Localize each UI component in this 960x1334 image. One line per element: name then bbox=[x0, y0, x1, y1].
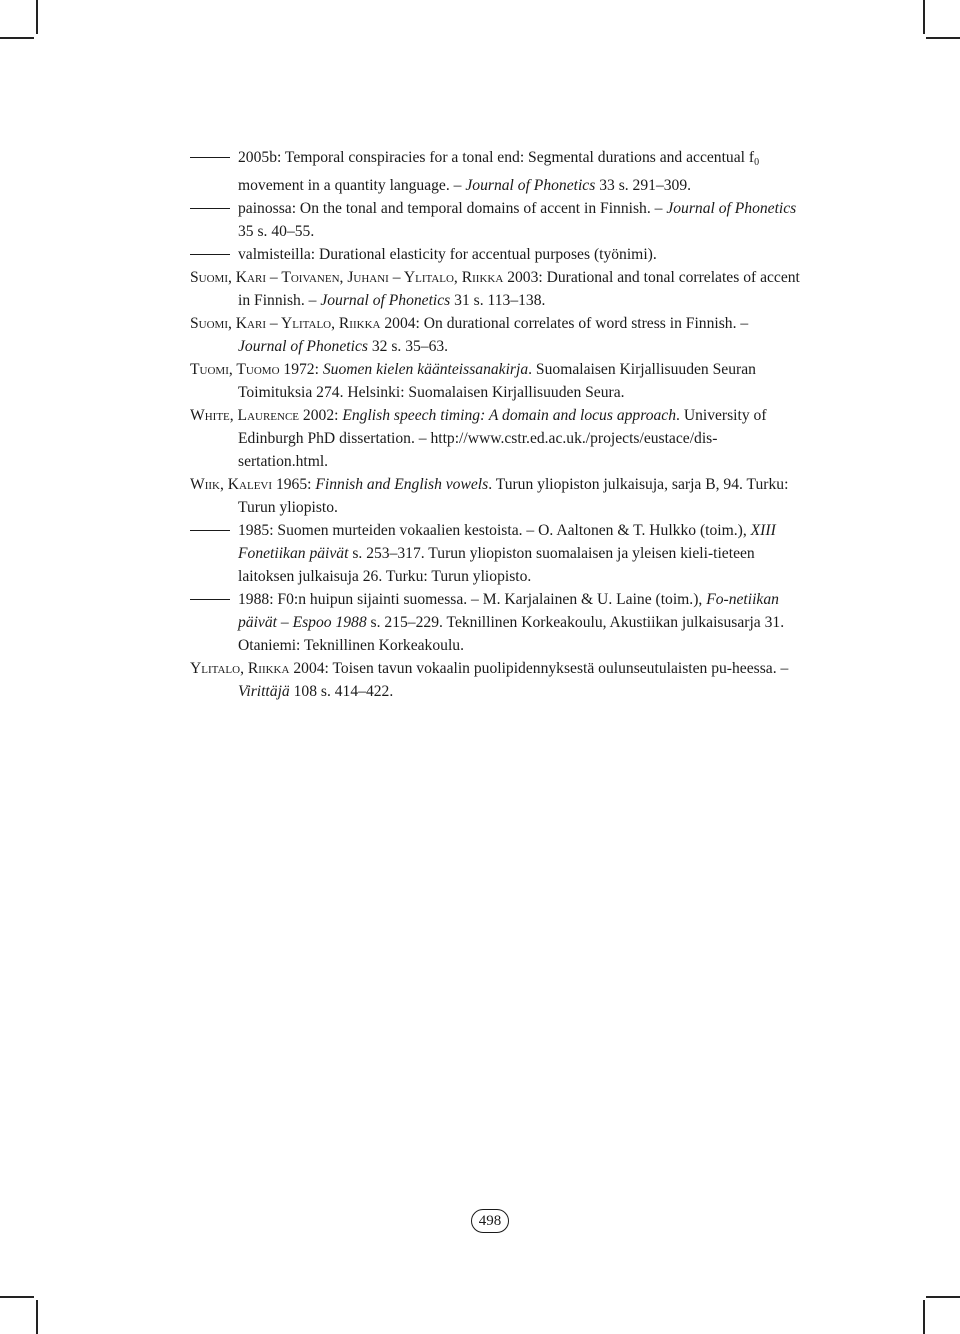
page-number: 498 bbox=[471, 1209, 509, 1233]
reference-text: 32 s. 35–63. bbox=[367, 338, 449, 355]
reference-text: 2005b: Temporal conspiracies for a tonal end: Segmental durations and accentual f bbox=[238, 149, 755, 166]
crop-mark bbox=[923, 1300, 925, 1334]
reference-text: 1972: bbox=[279, 361, 323, 378]
reference-entry bbox=[190, 519, 800, 588]
reference-entry bbox=[190, 197, 800, 243]
reference-entry bbox=[190, 657, 800, 703]
reference-text: painossa: On the tonal and temporal domains of accent in Finnish. – bbox=[238, 200, 667, 217]
crop-mark bbox=[0, 37, 34, 39]
reference-title: XIII Fonetiikan päivät bbox=[238, 522, 776, 562]
reference-entry bbox=[190, 243, 800, 266]
reference-text: valmisteilla: Durational elasticity for accentual purposes (työnimi). bbox=[238, 246, 657, 263]
reference-text: 1988: F0:n huipun sijainti suomessa. – M. Karjalainen & U. Laine (toim.), bbox=[238, 591, 707, 608]
reference-text: 0 bbox=[754, 157, 760, 168]
reference-text: 1985: Suomen murteiden vokaalien kestoista. – O. Aaltonen & T. Hulkko (toim.), bbox=[238, 522, 751, 539]
reference-text: 2004: On durational correlates of word stress in Finnish. – bbox=[380, 315, 749, 332]
repeat-author-dash bbox=[190, 208, 230, 209]
crop-mark bbox=[926, 1296, 960, 1298]
reference-text: . University of Edinburgh PhD dissertation. – http://www.cstr.ed.ac.uk./projects/eustace/dis-sertation.html. bbox=[238, 407, 767, 470]
reference-entry bbox=[190, 312, 800, 358]
reference-author: Suomi, Kari – Ylitalo, Riikka bbox=[190, 315, 381, 332]
reference-title: Fo-netiikan päivät – Espoo 1988 bbox=[238, 591, 779, 631]
reference-text: 1965: bbox=[272, 476, 316, 493]
reference-text: 2003: Durational and tonal correlates of accent in Finnish. – bbox=[238, 269, 800, 309]
reference-entry bbox=[190, 266, 800, 312]
reference-text: s. 253–317. Turun yliopiston suomalaisen ja yleisen kieli-tieteen laitoksen julkaisuja 26. Turku: Turun yliopisto. bbox=[238, 545, 755, 585]
reference-entry bbox=[190, 473, 800, 519]
reference-title: Suomen kielen käänteissanakirja bbox=[322, 361, 529, 378]
reference-title: Journal of Phonetics bbox=[238, 338, 368, 355]
reference-title: Journal of Phonetics bbox=[666, 200, 797, 217]
crop-mark bbox=[36, 1300, 38, 1334]
reference-text: s. 215–229. Teknillinen Korkeakoulu, Akustiikan julkaisusarja 31. Otaniemi: Teknillinen Korkeakoulu. bbox=[238, 614, 785, 654]
crop-mark bbox=[923, 0, 925, 34]
crop-mark bbox=[0, 1296, 34, 1298]
reference-author: Ylitalo, Riikka bbox=[190, 660, 290, 677]
reference-list bbox=[190, 146, 800, 703]
reference-text: . Turun yliopiston julkaisuja, sarja B, 94. Turku: Turun yliopisto. bbox=[238, 476, 789, 516]
reference-author: White, Laurence bbox=[190, 407, 300, 424]
reference-text: movement in a quantity language. – bbox=[238, 177, 466, 194]
repeat-author-dash bbox=[190, 157, 230, 158]
reference-title: Journal of Phonetics bbox=[320, 292, 451, 309]
reference-entry bbox=[190, 588, 800, 657]
reference-author: Wiik, Kalevi bbox=[190, 476, 273, 493]
reference-text: 35 s. 40–55. bbox=[238, 223, 315, 240]
reference-text: 2002: bbox=[299, 407, 343, 424]
repeat-author-dash bbox=[190, 599, 230, 600]
reference-title: Virittäjä bbox=[238, 683, 290, 700]
reference-entry bbox=[190, 404, 800, 473]
repeat-author-dash bbox=[190, 530, 230, 531]
reference-title: Finnish and English vowels bbox=[315, 476, 489, 493]
reference-author: Tuomi, Tuomo bbox=[190, 361, 280, 378]
reference-text: 33 s. 291–309. bbox=[595, 177, 692, 194]
reference-text: 31 s. 113–138. bbox=[450, 292, 546, 309]
crop-mark bbox=[926, 37, 960, 39]
reference-text: 108 s. 414–422. bbox=[289, 683, 394, 700]
reference-entry bbox=[190, 146, 800, 197]
reference-title: Journal of Phonetics bbox=[465, 177, 596, 194]
repeat-author-dash bbox=[190, 254, 230, 255]
reference-text: . Suomalaisen Kirjallisuuden Seuran Toimituksia 274. Helsinki: Suomalaisen Kirjallisuuden Seura. bbox=[238, 361, 756, 401]
reference-author: Suomi, Kari – Toivanen, Juhani – Ylitalo, Riikka bbox=[190, 269, 504, 286]
reference-title: English speech timing: A domain and locus approach bbox=[342, 407, 677, 424]
crop-mark bbox=[36, 0, 38, 34]
reference-entry bbox=[190, 358, 800, 404]
reference-text: 2004: Toisen tavun vokaalin puolipidennyksestä oulunseutulaisten pu-heessa. – bbox=[289, 660, 789, 677]
